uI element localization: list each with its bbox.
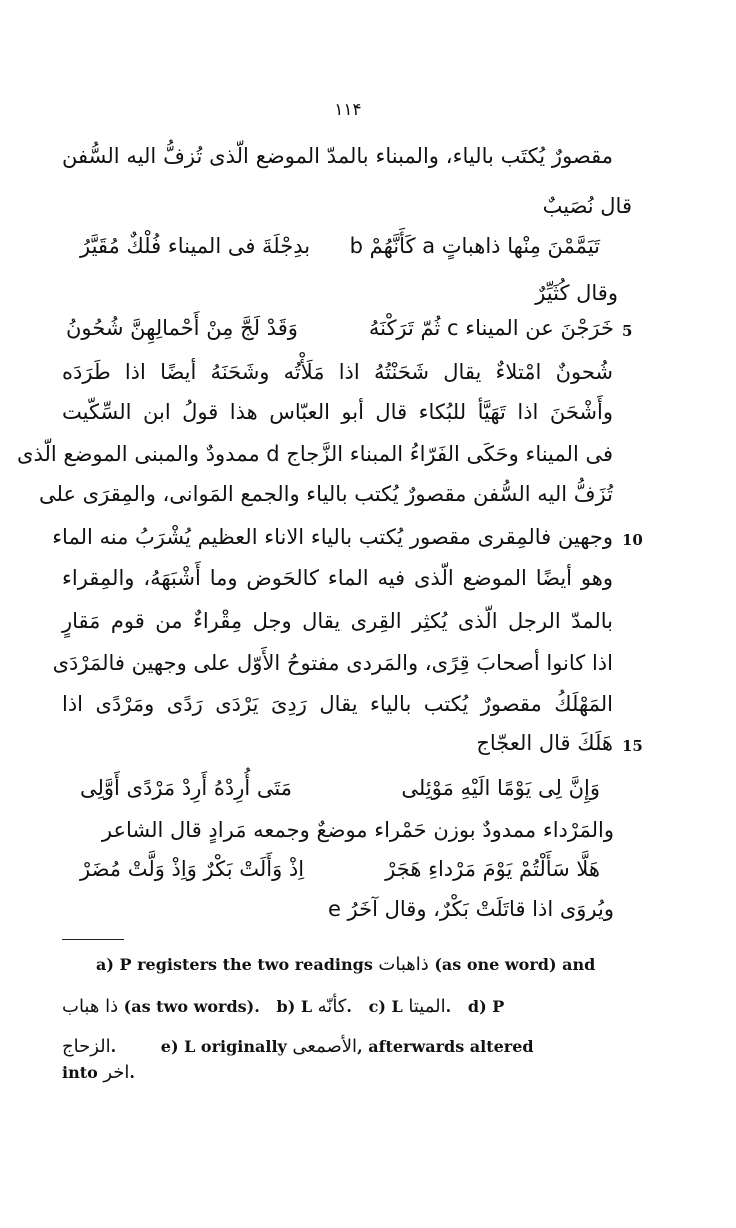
text-line: شُحونٌ امْتلاءٌ يقال شَحَنْتُهُ اذا مَلَأْتُه وشَحَنَهُ أيضًا اذا طَرَدَه (62, 360, 613, 384)
hemistich-right: خَرَجْنَ عن الميناء c ثُمّ تَرَكْنَهُ (368, 316, 614, 340)
footnote-arabic: اخر (103, 1062, 130, 1083)
text-line: وقال كُثَيِّرٌ (535, 281, 618, 305)
text-line: تُزَفُّ اليه السُّفن مقصورٌ يُكتب بالياء والجمع المَوانى، والمِقرَى على (39, 482, 613, 506)
text-line: وجهين فالمِقرى مقصور يُكتب بالياء الاناء العظيم يُشْرَبُ منه الماء (52, 525, 613, 549)
footnote-line (62, 1064, 586, 1082)
footnote-text: , afterwards altered (357, 1037, 534, 1056)
hemistich-left: اِذْ وَأَلَتْ بَكْرٌ وَاِذْ وَلَّتْ مُضَرْ (80, 857, 305, 881)
text-line: قال نُصَيبٌ (542, 194, 632, 218)
hemistich-right: وَإِنَّ لِى يَوْمًا الَيْهِ مَوْئِلى (401, 776, 600, 800)
text-line: وهو أيضًا الموضع الّذى فيه الماء كالحَوض وما أَشْبَهَهُ، والمِقراء (62, 566, 613, 590)
text-line: والمَرْداء ممدودٌ بوزن حَمْراء موضعٌ وجمعه مَرادٍ قال الشاعر (101, 818, 614, 842)
text-line: وأَشْحَنَ اذا تَهَيَّأ للبُكاء قال أبو العبّاس هذا قولُ ابن السِّكّيت (62, 400, 613, 424)
text-line: بالمدّ الرجل الّذى يُكثِر القِرى يقال وجل مِقْراءٌ من قوم مَقارٍ (62, 609, 613, 633)
footnote-text: (as one word) and (428, 955, 596, 974)
text-line: ويُروَى اذا قاتَلَتْ بَكْرٌ، وقال آخَرُ e (327, 897, 614, 921)
hemistich-right: تَيَمَّمْنَ مِنْها ذاهباتٍ a كَأَنَّهُمْ b (349, 234, 600, 258)
footnote-line (62, 998, 586, 1016)
footnote-arabic: ذا هباب (62, 996, 119, 1017)
footnote-text: (as two words). b) L (118, 997, 318, 1016)
footnote-arabic: ذاهبات (378, 954, 429, 975)
text-line: المَهْلَكُ مقصورٌ يُكتب بالياء يقال رَدِىَ يَرْدَى رَدًى ومَرْدًى اذا (62, 692, 613, 716)
text-line: فى الميناء وحَكَى الفَرّاءُ المبناء الزَّجاج d ممدودٌ والمبنى الموضع الّذى (17, 442, 613, 466)
footnote-arabic: الزحاج (62, 1036, 111, 1057)
footnote-arabic: كأنّه (317, 996, 347, 1017)
footnote-text: into (62, 1063, 104, 1082)
footnote-text: . d) P (445, 997, 505, 1016)
footnote-text: a) P registers the two readings (96, 955, 379, 974)
hemistich-left: وَقَدْ لَجَّ مِنْ أَحْمالِهِنَّ شُحُونُ (66, 316, 298, 340)
page-number: ١١۴ (334, 100, 362, 120)
footnote-text: . e) L originally (110, 1037, 293, 1056)
hemistich-left: بدِجْلَةَ فى الميناء فُلْكٌ مُقَيَّرُ (80, 234, 311, 258)
footnote-arabic: الميتا (408, 996, 446, 1017)
footnote-arabic: الأصمعى (292, 1036, 358, 1057)
text-line: هَلَكَ قال العجّاج (476, 731, 613, 755)
line-number: 5 (622, 322, 633, 340)
footnote-line (62, 1038, 586, 1056)
hemistich-right: هَلَّا سَأَلْتُمْ يَوْمَ مَرْداءِ هَجَرْ (385, 857, 600, 881)
footnote-text: . c) L (346, 997, 409, 1016)
hemistich-left: مَتَى أُرِدْهُ أَرِدْ مَرْدًى أَوَّلِى (80, 776, 292, 800)
footnote-rule (62, 939, 124, 940)
footnote-text: . (129, 1063, 135, 1082)
footnote-line (96, 956, 620, 974)
text-line: اذا كانوا أصحابَ قِرًى، والمَردى مفتوحُ الأَوّل على وجهين فالمَرْدَى (52, 651, 613, 675)
line-number: 15 (622, 737, 643, 755)
line-number: 10 (622, 531, 643, 549)
text-line: مقصورٌ يُكتَب بالياء، والمبناء بالمدّ الموضع الّذى تُزفُّ اليه السُّفن (62, 144, 613, 168)
